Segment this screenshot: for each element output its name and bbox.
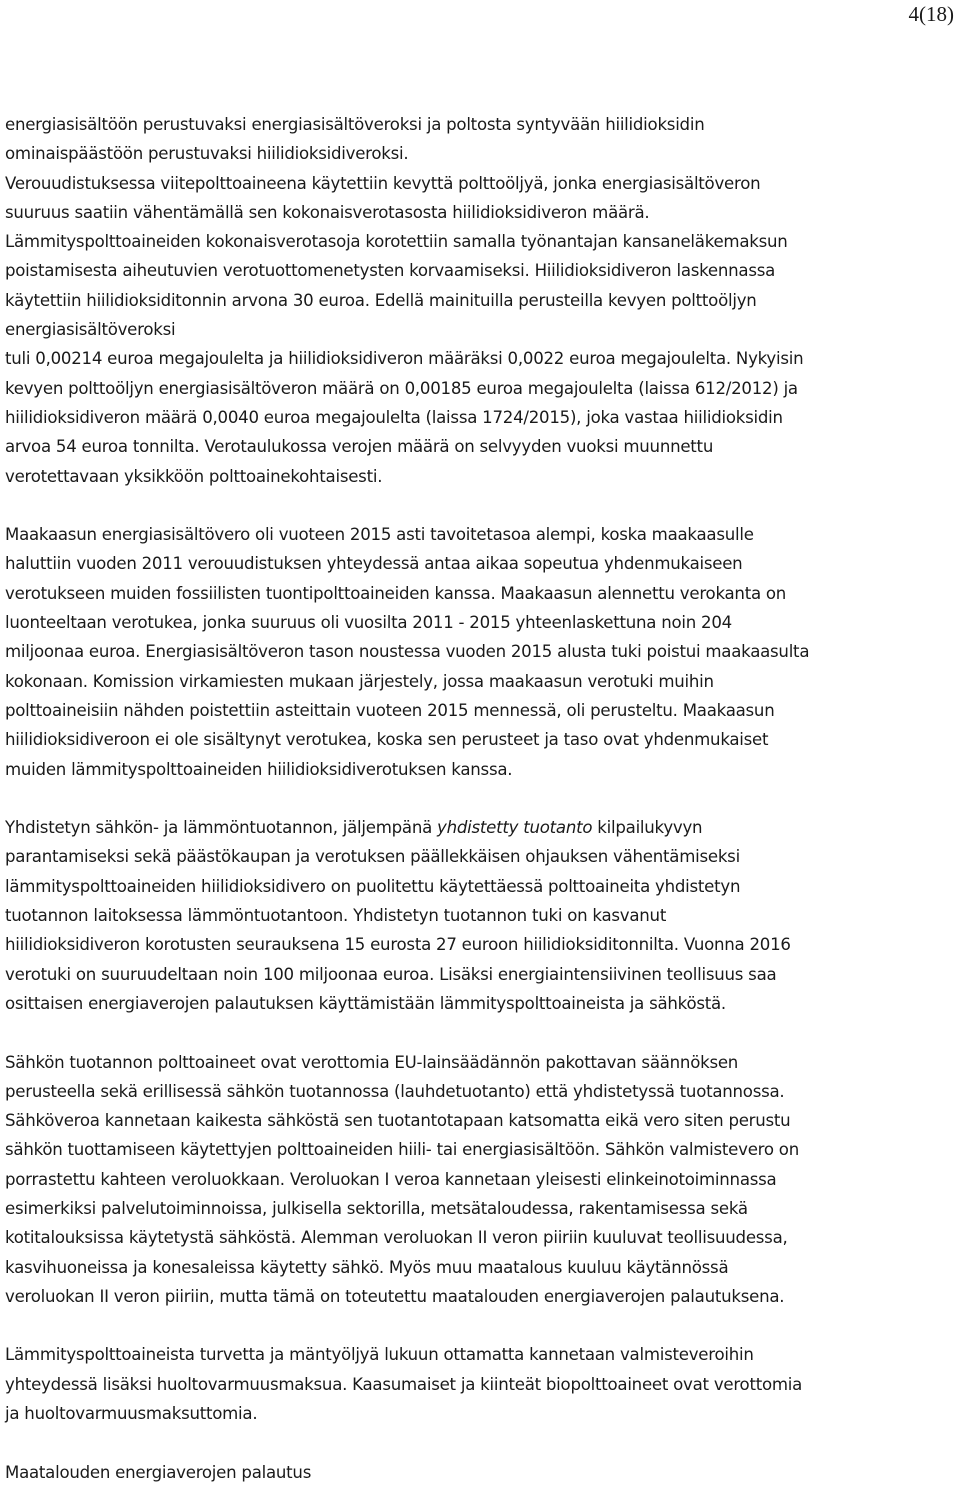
text-line: Sähköveroa kannetaan kaikesta sähköstä sen tuotantotapaan katsomatta eikä vero siten perustu <box>5 1111 791 1131</box>
text-line: porrastettu kahteen veroluokkaan. Veroluokan I veroa kannetaan yleisesti elinkeinotoiminnassa <box>5 1169 777 1189</box>
text-line: yhteydessä lisäksi huoltovarmuusmaksua. Kaasumaiset ja kiinteät biopolttoaineet ovat verottomia <box>5 1374 803 1394</box>
text-line: arvoa 54 euroa tonnilta. Verotaulukossa verojen määrä on selvyyden vuoksi muunnettu <box>5 437 714 457</box>
text-line: Verouudistuksessa viitepolttoaineena käytettiin kevyttä polttoöljyä, jonka energiasisältöveron <box>5 173 761 193</box>
text-line: Sähkön tuotannon polttoaineet ovat verottomia EU-lainsäädännön pakottavan säännöksen <box>5 1052 739 1072</box>
paragraph <box>5 520 960 784</box>
text-line: energiasisältöveroksi <box>5 320 176 340</box>
page-number: 4(18) <box>908 2 954 26</box>
paragraph <box>5 1048 960 1312</box>
text-line: polttoaineisiin nähden poistettiin asteittain vuoteen 2015 mennessä, oli perusteltu. Maakaasun <box>5 700 775 720</box>
text-line: hiilidioksidiveroon ei ole sisältynyt verotukea, koska sen perusteet ja taso ovat yhdenmukaiset <box>5 730 769 750</box>
text-line: lämmityspolttoaineiden hiilidioksidivero on puolitettu käytettäessä polttoaineita yhdistetyn <box>5 876 741 896</box>
text-line: perusteella sekä erillisessä sähkön tuotannossa (lauhdetuotanto) että yhdistetyssä tuotannossa. <box>5 1081 785 1101</box>
text-line: sähkön tuottamiseen käytettyjen polttoaineiden hiili- tai energiasisältöön. Sähkön valmistevero on <box>5 1140 799 1160</box>
paragraph <box>5 110 960 491</box>
text-run: Yhdistetyn sähkön- ja lämmöntuotannon, jäljempänä <box>5 818 438 838</box>
document-body <box>5 110 960 1487</box>
text-line: hiilidioksidiveron määrä 0,0040 euroa megajoulelta (laissa 1724/2015), joka vastaa hiilidioksidin <box>5 407 783 427</box>
text-line: esimerkiksi palvelutoiminnoissa, julkisella sektorilla, metsätaloudessa, rakentamisessa sekä <box>5 1198 748 1218</box>
text-line <box>5 813 960 842</box>
text-run: kilpailukyvyn <box>592 818 703 838</box>
text-line: verotettavaan yksikköön polttoainekohtaisesti. <box>5 466 383 486</box>
text-line: verotuki on suuruudeltaan noin 100 miljoonaa euroa. Lisäksi energiaintensiivinen teollisuus saa <box>5 964 777 984</box>
text-line: kotitalouksissa käytetystä sähköstä. Alemman veroluokan II veron piiriin kuuluvat teollisuudessa, <box>5 1228 788 1248</box>
italic-term: yhdistetty tuotanto <box>437 818 593 838</box>
text-line: verotukseen muiden fossiilisten tuontipolttoaineiden kanssa. Maakaasun alennettu verokanta on <box>5 583 787 603</box>
text-line: energiasisältöön perustuvaksi energiasisältöveroksi ja poltosta syntyvään hiilidioksidin <box>5 115 705 134</box>
text-line: parantamiseksi sekä päästökaupan ja verotuksen päällekkäisen ohjauksen vähentämiseksi <box>5 847 740 867</box>
text-line: tuli 0,00214 euroa megajoulelta ja hiilidioksidiveron määräksi 0,0022 euroa megajoulelta. Nykyisin <box>5 349 804 369</box>
text-line: kokonaan. Komission virkamiesten mukaan järjestely, jossa maakaasun verotuki muihin <box>5 671 714 691</box>
text-line: veroluokan II veron piiriin, mutta tämä on toteutettu maatalouden energiaverojen palautuksena. <box>5 1286 785 1306</box>
text-line: ominaispäästöön perustuvaksi hiilidioksidiveroksi. <box>5 144 409 164</box>
text-line: osittaisen energiaverojen palautuksen käyttämistään lämmityspolttoaineista ja sähköstä. <box>5 993 726 1013</box>
text-line: ja huoltovarmuusmaksuttomia. <box>5 1404 258 1424</box>
text-line: haluttiin vuoden 2011 verouudistuksen yhteydessä antaa aikaa sopeutua yhdenmukaiseen <box>5 554 743 574</box>
text-line: luonteeltaan verotukea, jonka suuruus oli vuosilta 2011 - 2015 yhteenlaskettuna noin 204 <box>5 613 732 633</box>
text-line: hiilidioksidiveron korotusten seurauksena 15 eurosta 27 euroon hiilidioksiditonnilta. Vuonna 2016 <box>5 935 791 955</box>
section-heading: Maatalouden energiaverojen palautus <box>5 1462 312 1482</box>
paragraph <box>5 813 960 1018</box>
text-line: tuotannon laitoksessa lämmöntuotantoon. Yhdistetyn tuotannon tuki on kasvanut <box>5 906 667 926</box>
text-line: suuruus saatiin vähentämällä sen kokonaisverotasosta hiilidioksidiveron määrä. <box>5 202 650 222</box>
text-line: Lämmityspolttoaineista turvetta ja mäntyöljyä lukuun ottamatta kannetaan valmisteveroihin <box>5 1345 754 1365</box>
text-line: poistamisesta aiheutuvien verotuottomenetysten korvaamiseksi. Hiilidioksidiveron laskennassa <box>5 261 776 281</box>
text-line: käytettiin hiilidioksiditonnin arvona 30 euroa. Edellä mainituilla perusteilla kevyen polttoöljyn <box>5 290 757 310</box>
paragraph <box>5 1340 960 1428</box>
text-line: muiden lämmityspolttoaineiden hiilidioksidiverotuksen kanssa. <box>5 759 513 779</box>
text-line: kevyen polttoöljyn energiasisältöveron määrä on 0,00185 euroa megajoulelta (laissa 612/2012) ja <box>5 378 798 398</box>
text-line: miljoonaa euroa. Energiasisältöveron tason noustessa vuoden 2015 alusta tuki poistui maakaasulta <box>5 642 810 662</box>
text-line: kasvihuoneissa ja konesaleissa käytetty sähkö. Myös muu maatalous kuuluu käytännössä <box>5 1257 729 1277</box>
text-line: Maakaasun energiasisältövero oli vuoteen 2015 asti tavoitetasoa alempi, koska maakaasulle <box>5 525 754 545</box>
text-line: Lämmityspolttoaineiden kokonaisverotasoja korotettiin samalla työnantajan kansaneläkemaksun <box>5 232 788 252</box>
